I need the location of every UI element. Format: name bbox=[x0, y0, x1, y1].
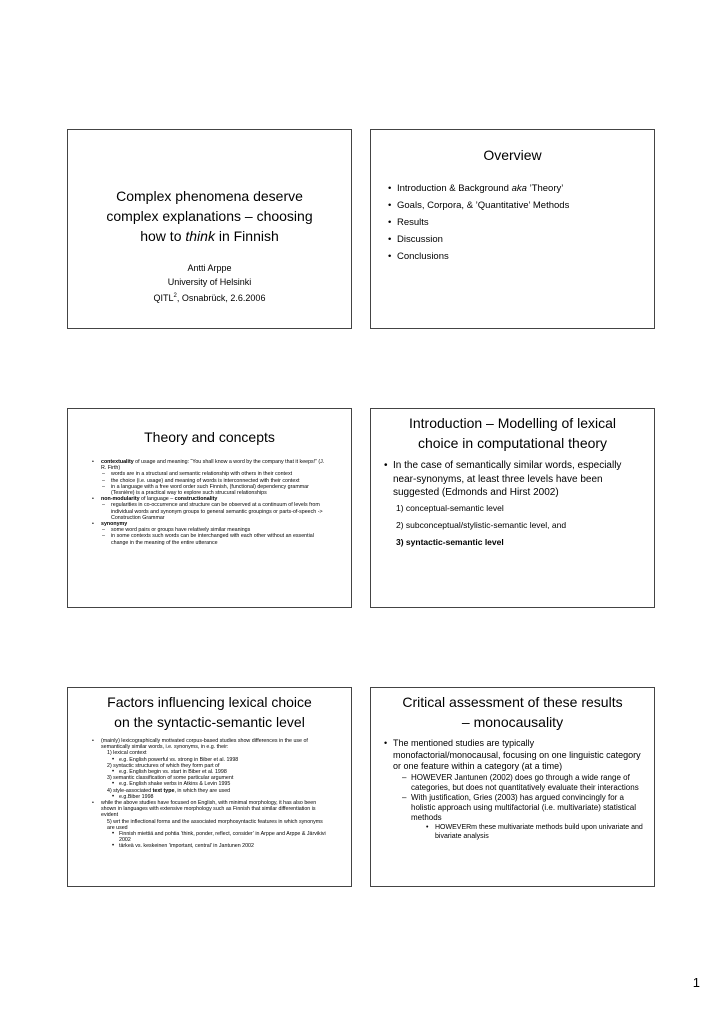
assessment-list bbox=[393, 738, 643, 841]
list-item: • Conclusions bbox=[397, 248, 569, 265]
list-item: • e.g. English powerful vs. strong in Biber et al. 1998 bbox=[119, 757, 331, 763]
list-item: 2) subconceptual/stylistic-semantic level, and bbox=[396, 519, 567, 530]
slide-title: Theory and concepts bbox=[144, 429, 275, 445]
list-item: – words are in a structural and semantic relationship with others in their context bbox=[111, 471, 326, 477]
presentation-title: Complex phenomena deserve complex explanations – choosing how to think in Finnish bbox=[106, 188, 313, 244]
list-item: – HOWEVER Jantunen (2002) does go through a wide range of categories, but does not quantitatively evaluate their interactions bbox=[411, 773, 643, 793]
list-item: • In the case of semantically similar words, especially near-synonyms, at least three levels have been suggested (Edmonds and Hirst 2002) bbox=[393, 459, 643, 500]
list-item: 1) lexical context bbox=[107, 750, 147, 757]
list-item: 3) semantic classification of some particular argument bbox=[107, 775, 234, 782]
slide-title: Overview bbox=[483, 147, 542, 163]
list-item: – in a language with a free word order such Finnish, (functional) dependency grammar (Tesnière) is a practical way to explore such strucural relationships bbox=[111, 484, 326, 496]
affiliation: University of Helsinki bbox=[167, 277, 252, 287]
list-item: • (mainly) lexicographically motivated corpus-based studies show differences in the use of semantically similar words, i.e. synonyms, in e.g. their: bbox=[101, 738, 331, 750]
slide-title bbox=[67, 129, 352, 329]
slide-title: Introduction – Modelling of lexical choice in computational theory bbox=[408, 415, 616, 451]
list-item: • Finnish miettiä and pohtia ’think, ponder, reflect, consider’ in Arppe and Arppe & Järvikivi 2002 bbox=[119, 831, 331, 843]
list-item: • synonymy bbox=[101, 521, 326, 527]
list-item: • e.g.Biber 1998 bbox=[119, 794, 331, 800]
list-item: 3) syntactic-semantic level bbox=[396, 536, 504, 547]
slide-factors bbox=[67, 687, 352, 887]
overview-list bbox=[397, 180, 569, 265]
page-number: 1 bbox=[692, 975, 700, 990]
list-item: • The mentioned studies are typically monofactorial/monocausal, focusing on one linguistic category or one feature within a category (at a time) bbox=[393, 738, 643, 773]
list-item: 4) style-associated text type, in which they are used bbox=[107, 787, 231, 794]
list-item: • HOWEVERm these multivariate methods build upon univariate and bivariate analysis bbox=[435, 823, 643, 841]
list-item: – in some contexts such words can be interchanged with each other without an essential change in the meaning of the entire utterance bbox=[111, 533, 326, 545]
list-item: 1) conceptual-semantic level bbox=[396, 502, 504, 513]
intro-list bbox=[393, 459, 643, 551]
list-item: 5) wrt the inflectional forms and the associated morphosyntactic features in which synonyms are used bbox=[107, 818, 323, 831]
list-item: • tärkeä vs. keskeinen ’important, central’ in Jantunen 2002 bbox=[119, 843, 331, 849]
factors-list bbox=[101, 738, 331, 850]
list-item: • Results bbox=[397, 214, 569, 231]
list-item: • while the above studies have focused on English, with minimal morphology, it has also been shown in languages with extensive morphology such as Finnish that similar differentiation is evident bbox=[101, 800, 331, 819]
theory-list bbox=[101, 459, 326, 546]
slide-introduction bbox=[370, 408, 655, 608]
list-item: – regularities in co-occurrence and structure can be observed at a continuum of levels from individual words and synonym groups to general semantic groupings or parts-of-speech -> Construction Grammar bbox=[111, 502, 326, 521]
slide-overview bbox=[370, 129, 655, 329]
list-item: 2) syntactic structures of which they form part of bbox=[107, 762, 220, 769]
list-item: • e.g. English shake verbs in Atkins & Levin 1995 bbox=[119, 781, 331, 787]
list-item: – the choice (i.e. usage) and meaning of words is interconnected with their context bbox=[111, 478, 326, 484]
list-item: • e.g. English begin vs. start in Biber et al. 1998 bbox=[119, 769, 331, 775]
list-item: – some word pairs or groups have relatively similar meanings bbox=[111, 527, 326, 533]
slide-title: Critical assessment of these results – monocausality bbox=[402, 694, 623, 730]
event: QITL$^2$, Osnabrück, 2.6.2006 bbox=[153, 293, 266, 303]
list-item: • Goals, Corpora, & ’Quantitative’ Methods bbox=[397, 197, 569, 214]
list-item: • non-modularity of language – constructionality bbox=[101, 496, 326, 502]
slide-theory bbox=[67, 408, 352, 608]
author-name: Antti Arppe bbox=[187, 263, 232, 273]
slide-title: Factors influencing lexical choice on the syntactic-semantic level bbox=[107, 694, 312, 730]
list-item: – With justification, Gries (2003) has argued convincingly for a holistic approach using multifactorial (i.e. multivariate) statistical methods bbox=[411, 793, 643, 823]
slide-critical-assessment bbox=[370, 687, 655, 887]
list-item: • Introduction & Background aka ’Theory’ bbox=[397, 180, 569, 197]
list-item: • contextuality of usage and meaning: “You shall know a word by the company that it keeps!” (J. R. Firth) bbox=[101, 459, 326, 471]
list-item: • Discussion bbox=[397, 231, 569, 248]
author-block bbox=[68, 261, 351, 305]
